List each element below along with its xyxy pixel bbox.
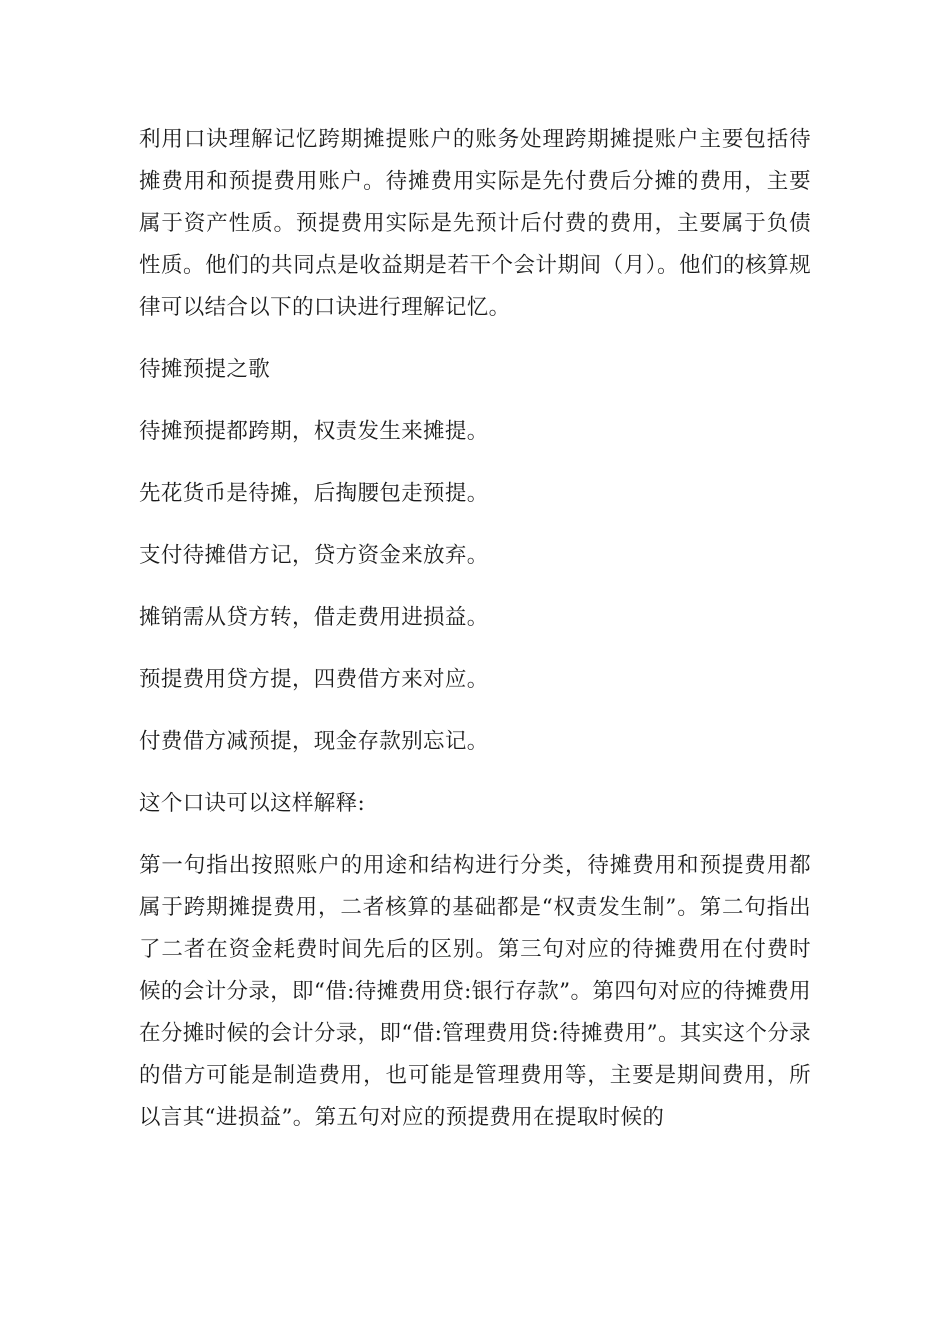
poem-line-3: 支付待摊借方记，贷方资金来放弃。: [139, 543, 489, 568]
document-body: [139, 119, 811, 1139]
poem-line-2: 先花货币是待摊，后掏腰包走预提。: [139, 481, 489, 506]
explanation-paragraph: 第一句指出按照账户的用途和结构进行分类，待摊费用和预提费用都属于跨期摊提费用，二者核算的基础都是“权责发生制”。第二句指出了二者在资金耗费时间先后的区别。第三句对应的待摊费用在付费时候的会计分录，即“借:待摊费用贷:银行存款”。第四句对应的待摊费用在分摊时候的会计分录，即“借:管理费用贷:待摊费用”。其实这个分录的借方可能是制造费用，也可能是管理费用等，主要是期间费用，所以言其“进损益”。第五句对应的预提费用在提取时候的: [139, 853, 811, 1130]
explanation-heading: 这个口诀可以这样解释:: [139, 791, 366, 816]
intro-paragraph: 利用口诀理解记忆跨期摊提账户的账务处理跨期摊提账户主要包括待摊费用和预提费用账户。待摊费用实际是先付费后分摊的费用，主要属于资产性质。预提费用实际是先预计后付费的费用，主要属于负债性质。他们的共同点是收益期是若干个会计期间（月）。他们的核算规律可以结合以下的口诀进行理解记忆。: [139, 127, 811, 320]
poem-line-5: 预提费用贷方提，四费借方来对应。: [139, 667, 489, 692]
poem-line-4: 摊销需从贷方转，借走费用进损益。: [139, 605, 489, 630]
poem-line-6: 付费借方减预提，现金存款别忘记。: [139, 729, 489, 754]
poem-line-1: 待摊预提都跨期，权责发生来摊提。: [139, 419, 489, 444]
poem-title: 待摊预提之歌: [139, 357, 271, 382]
